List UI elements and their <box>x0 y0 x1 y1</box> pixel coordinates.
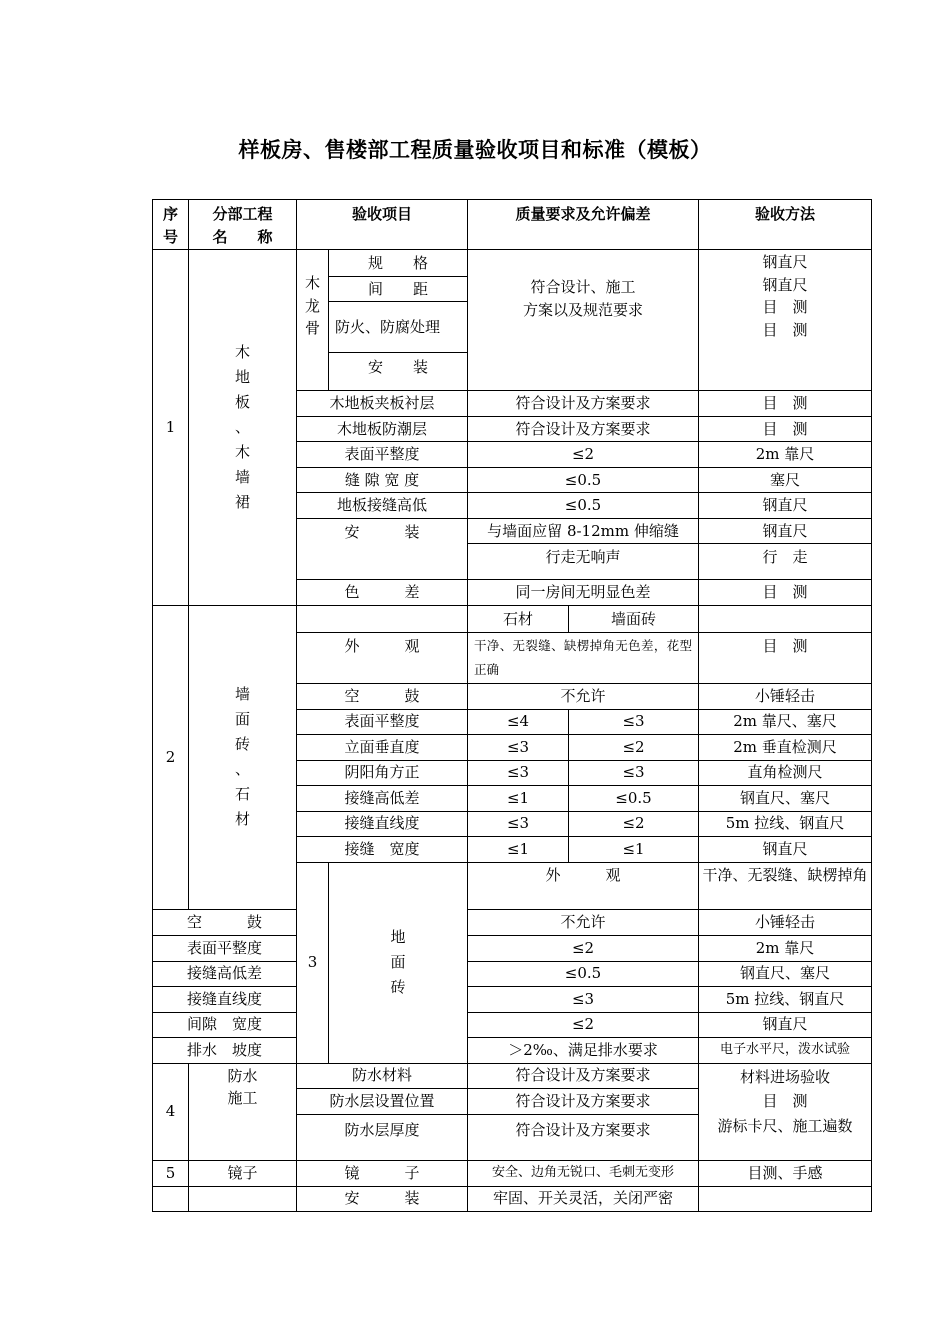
sub-header-stone: 石材 <box>468 606 569 633</box>
quality-stone: ≤1 <box>468 836 569 862</box>
keel-item: 安 装 <box>329 353 468 391</box>
acceptance-table <box>152 199 872 1212</box>
quality: 干净、无裂缝、缺楞掉角无色差，花型正确 <box>468 633 699 684</box>
keel-methods: 钢直尺 钢直尺 目 测 目 测 <box>699 250 872 391</box>
quality: ≤0.5 <box>468 961 699 986</box>
method: 钢直尺 <box>699 1012 872 1037</box>
check-item: 木地板防潮层 <box>297 417 468 442</box>
quality: ≤3 <box>468 986 699 1012</box>
header-method: 验收方法 <box>699 200 872 250</box>
section-no-empty <box>153 1186 189 1211</box>
keel-label: 木 龙 骨 <box>297 250 329 391</box>
keel-item: 规 格 <box>329 250 468 277</box>
section-name: 防水 施工 <box>189 1063 297 1160</box>
method: 钢直尺 <box>699 836 872 862</box>
check-item: 空 鼓 <box>153 909 297 935</box>
method: 目 测 <box>699 633 872 684</box>
table-row <box>153 1037 872 1063</box>
method: 钢直尺、塞尺 <box>699 961 872 986</box>
quality: ≤0.5 <box>468 493 699 519</box>
quality: 符合设计及方案要求 <box>468 1063 699 1088</box>
quality: ＞2‰、满足排水要求 <box>468 1037 699 1063</box>
method: 2m 靠尺 <box>699 935 872 961</box>
method: 5m 拉线、钢直尺 <box>699 811 872 836</box>
quality: 不允许 <box>468 909 699 935</box>
method: 目测、手感 <box>699 1160 872 1186</box>
table-row <box>153 1160 872 1186</box>
method-empty <box>699 606 872 633</box>
method: 钢直尺 <box>699 493 872 519</box>
check-item-empty <box>297 606 468 633</box>
quality: ≤2 <box>468 1012 699 1037</box>
keel-item: 间 距 <box>329 277 468 302</box>
header-no: 序 号 <box>153 200 189 250</box>
quality-tile: ≤3 <box>569 760 699 785</box>
method: 5m 拉线、钢直尺 <box>699 986 872 1012</box>
check-item: 安 装 <box>297 519 468 580</box>
section-name-empty <box>189 1186 297 1211</box>
check-item: 接缝高低差 <box>153 961 297 986</box>
method: 小锤轻击 <box>699 909 872 935</box>
check-item: 缝 隙 宽 度 <box>297 468 468 493</box>
quality-stone: ≤3 <box>468 760 569 785</box>
section-name: 木 地 板 、 木 墙 裙 <box>189 250 297 606</box>
method: 电子水平尺，泼水试验 <box>699 1037 872 1063</box>
check-item: 阴阳角方正 <box>297 760 468 785</box>
quality: 安全、边角无锐口、毛刺无变形 <box>468 1160 699 1186</box>
section-no: 3 <box>297 862 329 1063</box>
table-row <box>153 1186 872 1211</box>
check-item: 镜 子 <box>297 1160 468 1186</box>
quality: 符合设计及方案要求 <box>468 391 699 417</box>
quality-tile: ≤2 <box>569 734 699 760</box>
check-item: 接缝直线度 <box>297 811 468 836</box>
check-item: 接缝 宽度 <box>297 836 468 862</box>
check-item: 间隙 宽度 <box>153 1012 297 1037</box>
quality: 牢固、开关灵活，关闭严密 <box>468 1186 699 1211</box>
check-item: 外 观 <box>468 862 699 909</box>
page-title: 样板房、售楼部工程质量验收项目和标准（模板） <box>238 137 712 162</box>
check-item: 排水 坡度 <box>153 1037 297 1063</box>
check-item: 外 观 <box>297 633 468 684</box>
method: 2m 垂直检测尺 <box>699 734 872 760</box>
check-item: 表面平整度 <box>153 935 297 961</box>
check-item: 木地板夹板衬层 <box>297 391 468 417</box>
method: 小锤轻击 <box>699 683 872 709</box>
check-item: 接缝高低差 <box>297 785 468 811</box>
method: 塞尺 <box>699 468 872 493</box>
quality: 不允许 <box>468 683 699 709</box>
check-item: 色 差 <box>297 580 468 606</box>
section-no: 5 <box>153 1160 189 1186</box>
check-item: 安 装 <box>297 1186 468 1211</box>
quality: 与墙面应留 8-12mm 伸缩缝 <box>468 519 699 544</box>
quality: 符合设计及方案要求 <box>468 417 699 442</box>
quality-tile: ≤1 <box>569 836 699 862</box>
header-row <box>153 200 872 250</box>
header-quality: 质量要求及允许偏差 <box>468 200 699 250</box>
method <box>699 1186 872 1211</box>
section-name: 镜子 <box>189 1160 297 1186</box>
check-item: 地板接缝高低 <box>297 493 468 519</box>
quality-stone: ≤3 <box>468 811 569 836</box>
table-row <box>153 250 872 277</box>
method: 2m 靠尺、塞尺 <box>699 709 872 734</box>
table-row <box>153 961 872 986</box>
check-item: 防水材料 <box>297 1063 468 1088</box>
sub-header-tile: 墙面砖 <box>569 606 699 633</box>
keel-quality: 符合设计、施工 方案以及规范要求 <box>468 250 699 391</box>
quality-tile: ≤3 <box>569 709 699 734</box>
method: 材料进场验收 目 测 游标卡尺、施工遍数 <box>699 1063 872 1160</box>
header-division: 分部工程 名 称 <box>189 200 297 250</box>
table-row <box>153 1063 872 1088</box>
table-row <box>153 935 872 961</box>
section-no: 2 <box>153 606 189 910</box>
quality-stone: ≤1 <box>468 785 569 811</box>
quality: 行走无响声 <box>468 544 699 580</box>
table-row <box>153 1012 872 1037</box>
quality-stone: ≤4 <box>468 709 569 734</box>
section-name: 地 面 砖 <box>329 862 468 1063</box>
quality: ≤2 <box>468 442 699 468</box>
method: 钢直尺 <box>699 519 872 544</box>
quality: 符合设计及方案要求 <box>468 1088 699 1114</box>
check-item: 防水层厚度 <box>297 1114 468 1160</box>
quality-stone: ≤3 <box>468 734 569 760</box>
quality: ≤2 <box>468 935 699 961</box>
section-name: 墙 面 砖 、 石 材 <box>189 606 297 910</box>
table-row <box>153 606 872 633</box>
quality: ≤0.5 <box>468 468 699 493</box>
method: 直角检测尺 <box>699 760 872 785</box>
check-item: 表面平整度 <box>297 709 468 734</box>
quality: 干净、无裂缝、缺楞掉角 <box>699 862 872 909</box>
table-row <box>153 909 872 935</box>
check-item: 表面平整度 <box>297 442 468 468</box>
quality: 符合设计及方案要求 <box>468 1114 699 1160</box>
check-item: 空 鼓 <box>297 683 468 709</box>
check-item: 接缝直线度 <box>153 986 297 1012</box>
method: 目 测 <box>699 580 872 606</box>
check-item: 立面垂直度 <box>297 734 468 760</box>
keel-item: 防火、防腐处理 <box>329 302 468 353</box>
method: 目 测 <box>699 417 872 442</box>
method: 行 走 <box>699 544 872 580</box>
method: 目 测 <box>699 391 872 417</box>
quality-tile: ≤2 <box>569 811 699 836</box>
method: 2m 靠尺 <box>699 442 872 468</box>
check-item: 防水层设置位置 <box>297 1088 468 1114</box>
section-no: 4 <box>153 1063 189 1160</box>
table-row <box>153 986 872 1012</box>
method: 钢直尺、塞尺 <box>699 785 872 811</box>
quality-tile: ≤0.5 <box>569 785 699 811</box>
header-item: 验收项目 <box>297 200 468 250</box>
section-no: 1 <box>153 250 189 606</box>
quality: 同一房间无明显色差 <box>468 580 699 606</box>
